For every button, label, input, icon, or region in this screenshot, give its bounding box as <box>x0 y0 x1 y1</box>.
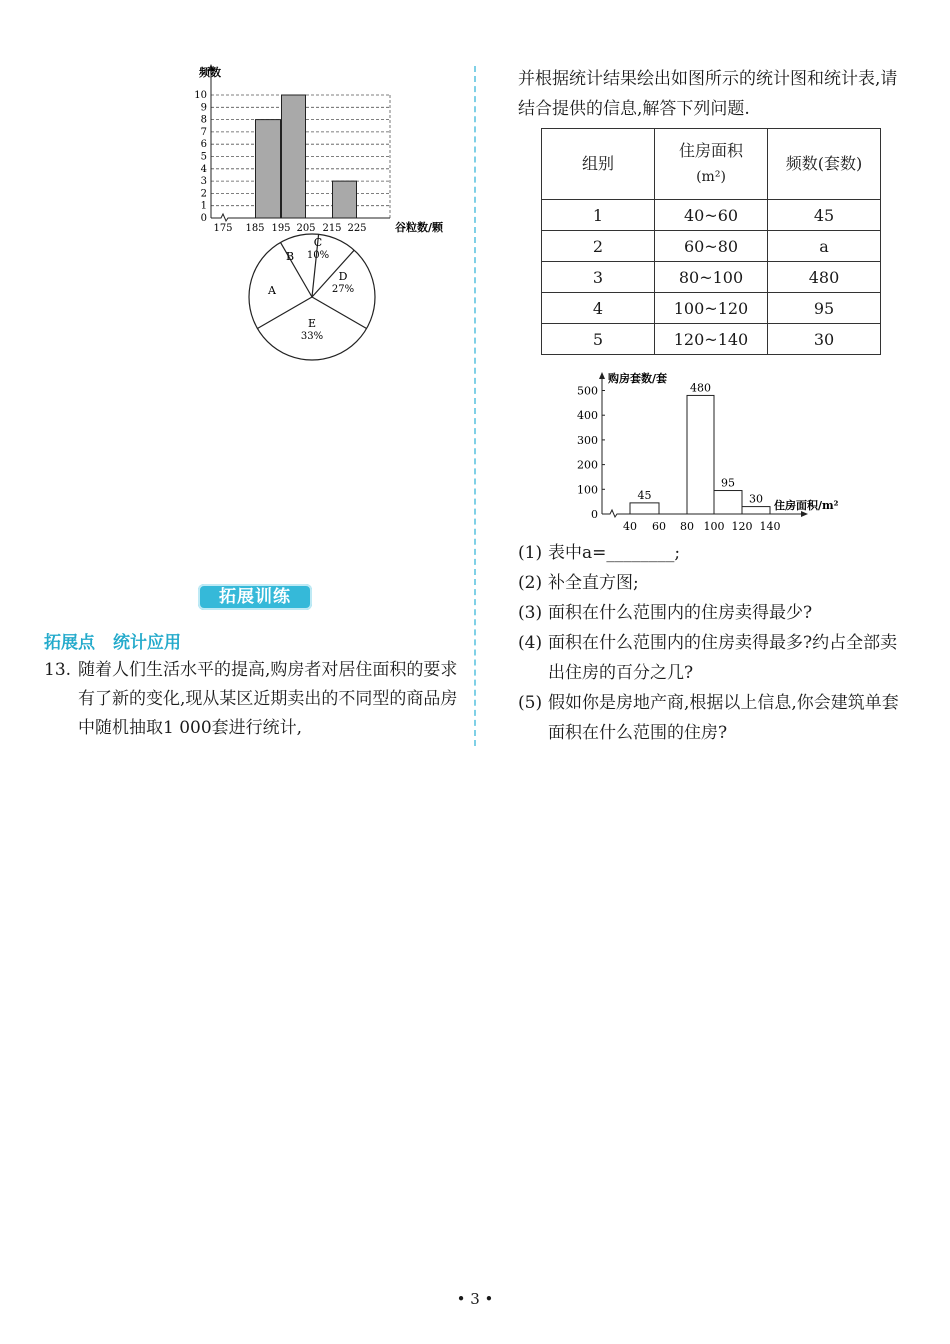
table-cell: 95 <box>768 293 881 324</box>
y-axis-arrow <box>599 372 605 379</box>
question-item <box>518 538 914 568</box>
y-axis-label: 频数 <box>199 66 221 79</box>
table-row <box>542 200 881 231</box>
question-number: (1) <box>518 543 543 563</box>
pie-slice-percent: 10% <box>306 250 330 261</box>
question-item <box>518 568 914 598</box>
question-number: (4) <box>518 633 543 653</box>
y-tick-label: 3 <box>200 176 207 188</box>
table-row <box>542 262 881 293</box>
x-tick-label: 195 <box>271 223 291 234</box>
table-cell: 120~140 <box>655 324 768 355</box>
y-tick-label: 4 <box>200 163 207 175</box>
y-tick-label: 300 <box>577 433 598 447</box>
pie-slice-label: A <box>268 284 276 297</box>
question-text: 面积在什么范围内的住房卖得最少? <box>548 603 813 623</box>
y-tick-label: 5 <box>200 151 207 163</box>
question-list <box>518 538 914 748</box>
y-tick-label: 8 <box>200 114 207 126</box>
question-number: (3) <box>518 603 543 623</box>
y-tick-label: 100 <box>577 483 598 497</box>
section-label: 拓展点 <box>44 633 95 653</box>
pie-slice-label: D <box>338 270 348 283</box>
table-cell: 480 <box>768 262 881 293</box>
y-tick-label: 7 <box>200 126 207 138</box>
question-text: 假如你是房地产商,根据以上信息,你会建筑单套面积在什么范围的住房? <box>548 693 899 743</box>
table-cell: a <box>768 231 881 262</box>
table-cell: 2 <box>542 231 655 262</box>
problem-continuation: 并根据统计结果绘出如图所示的统计图和统计表,请结合提供的信息,解答下列问题. <box>518 69 898 119</box>
y-tick-label: 0 <box>200 213 207 224</box>
x-tick-label: 100 <box>703 520 725 533</box>
x-tick-label: 120 <box>731 520 753 533</box>
x-tick-label: 60 <box>652 520 666 533</box>
histogram-bar <box>714 491 742 514</box>
header-area-label: 住房面积 <box>678 141 743 160</box>
table-header-row <box>542 129 881 200</box>
table-cell: 1 <box>542 200 655 231</box>
bar-value-label: 30 <box>749 492 763 506</box>
table-cell: 3 <box>542 262 655 293</box>
histogram-bar <box>256 120 281 218</box>
y-tick-label: 0 <box>591 508 598 521</box>
grain-frequency-histogram <box>185 62 470 237</box>
y-tick-label: 400 <box>577 409 598 423</box>
y-tick-label: 10 <box>194 90 207 101</box>
question-text: 表中a=________; <box>548 543 681 563</box>
x-axis-label: 住房面积/m² <box>774 499 839 512</box>
problem-13 <box>44 656 466 743</box>
y-tick-label: 200 <box>577 458 598 472</box>
bar-value-label: 45 <box>637 488 652 502</box>
column-divider <box>474 66 476 746</box>
x-tick-label: 40 <box>623 520 637 533</box>
histogram-bar <box>282 95 306 218</box>
question-number: (2) <box>518 573 543 593</box>
table-cell: 80~100 <box>655 262 768 293</box>
question-text: 补全直方图; <box>548 573 639 593</box>
section-topic: 统计应用 <box>113 633 181 653</box>
bar-value-label: 480 <box>690 381 711 395</box>
table-row <box>542 324 881 355</box>
pie-slice-label: C <box>313 236 323 249</box>
y-tick-label: 9 <box>200 102 207 114</box>
histogram-bar <box>333 181 357 218</box>
header-frequency: 频数(套数) <box>768 129 881 200</box>
histogram-bar <box>630 503 659 514</box>
histogram-bar <box>687 395 714 514</box>
y-tick-label: 500 <box>577 384 598 398</box>
x-tick-label: 225 <box>347 223 367 234</box>
y-axis-label: 购房套数/套 <box>608 372 668 385</box>
bar-value-label: 95 <box>721 476 735 490</box>
question-text: 面积在什么范围内的住房卖得最多?约占全部卖出住房的百分之几? <box>548 633 898 683</box>
problem-number: 13. <box>44 660 72 680</box>
question-item <box>518 598 914 628</box>
table-cell: 30 <box>768 324 881 355</box>
pie-slice-label: B <box>285 250 295 263</box>
header-area <box>655 129 768 200</box>
histogram-bar <box>742 507 770 514</box>
section-title <box>44 628 199 653</box>
table-cell: 100~120 <box>655 293 768 324</box>
grain-pie-chart <box>240 232 390 364</box>
header-area-unit: (m²) <box>696 169 726 185</box>
housing-histogram <box>572 368 872 536</box>
y-tick-label: 6 <box>200 139 207 151</box>
pie-slice-percent: 27% <box>331 284 355 295</box>
y-tick-label: 1 <box>200 200 207 212</box>
y-tick-label: 2 <box>200 188 207 200</box>
table-row <box>542 293 881 324</box>
table-cell: 60~80 <box>655 231 768 262</box>
pie-slice-percent: 33% <box>300 331 324 342</box>
page-number: • 3 • <box>456 1290 494 1308</box>
question-item <box>518 688 914 748</box>
pie-slice-label: E <box>307 317 317 330</box>
x-axis-label: 谷粒数/颗 <box>395 221 444 234</box>
x-tick-label: 80 <box>680 520 694 533</box>
frequency-table <box>541 128 881 355</box>
x-tick-label: 205 <box>296 223 316 234</box>
table-row <box>542 231 881 262</box>
header-group: 组别 <box>542 129 655 200</box>
question-number: (5) <box>518 693 543 713</box>
question-item <box>518 628 914 688</box>
extension-training-badge: 拓展训练 <box>198 584 312 610</box>
table-cell: 40~60 <box>655 200 768 231</box>
problem-text: 随着人们生活水平的提高,购房者对居住面积的要求有了新的变化,现从某区近期卖出的不同型的商品房中随机抽取1 000套进行统计, <box>78 660 458 738</box>
x-tick-label: 140 <box>759 520 781 533</box>
table-cell: 45 <box>768 200 881 231</box>
table-cell: 5 <box>542 324 655 355</box>
x-tick-label: 185 <box>245 223 265 234</box>
table-cell: 4 <box>542 293 655 324</box>
x-tick-label: 175 <box>213 223 233 234</box>
x-tick-label: 215 <box>322 223 342 234</box>
